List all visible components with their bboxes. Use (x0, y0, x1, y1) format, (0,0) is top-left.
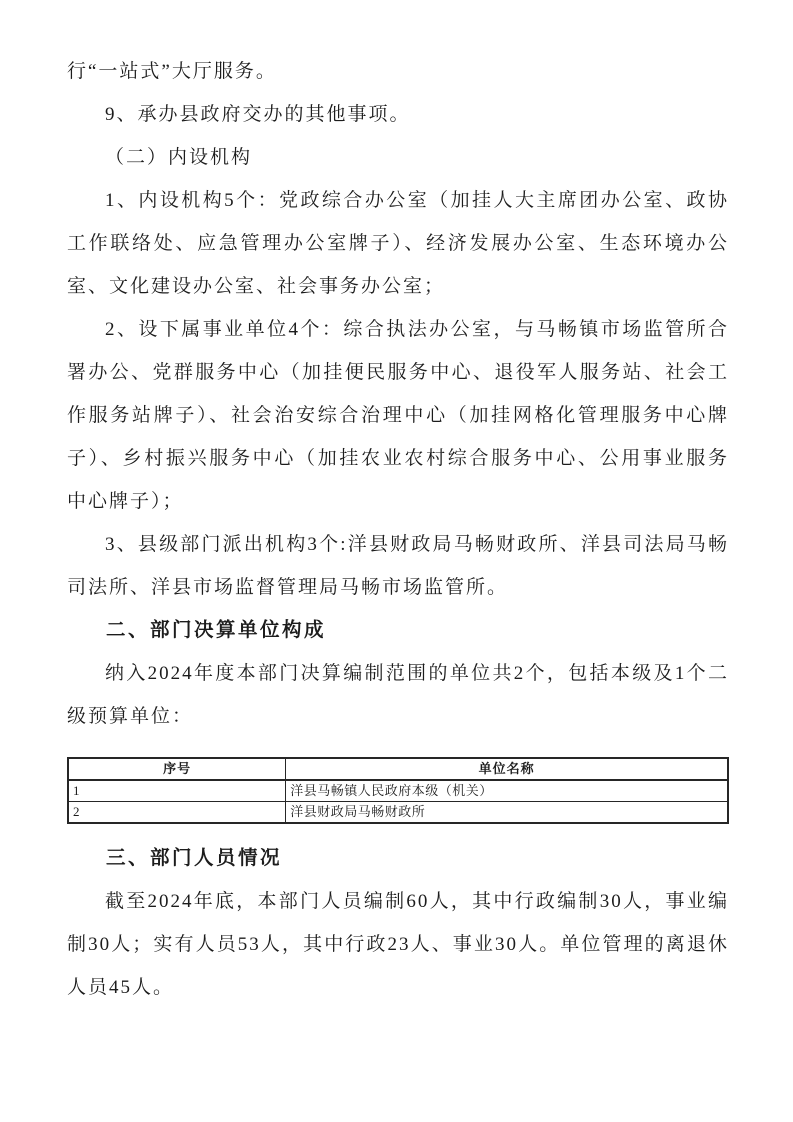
unit-table (67, 757, 729, 824)
table-row (68, 780, 728, 802)
section-heading-final-accounts-unit-composition: 二、部门决算单位构成 (106, 619, 327, 641)
paragraph-item-9-other-matters: 9、承办县政府交办的其他事项。 (105, 104, 411, 125)
unit-table-header-index: 序号 (68, 758, 286, 780)
paragraph-personnel-details: 截至2024年底，本部门人员编制60人，其中行政编制30人，事业编制30人；实有人员53人，其中行政23人、事业30人。单位管理的离退休人员45人。 (67, 891, 729, 998)
unit-row-index: 1 (68, 780, 286, 802)
section-heading-personnel-situation: 三、部门人员情况 (106, 847, 283, 869)
paragraph-internal-organs-list: 1、内设机构5个：党政综合办公室（加挂人大主席团办公室、政协工作联络处、应急管理办公室牌子）、经济发展办公室、生态环境办公室、文化建设办公室、社会事务办公室； (67, 190, 729, 297)
subsection-heading-internal-organs: （二）内设机构 (105, 147, 253, 168)
unit-table-header-name: 单位名称 (286, 758, 728, 780)
document-content (67, 50, 729, 1009)
unit-row-name: 洋县马畅镇人民政府本级（机关） (286, 780, 728, 802)
table-row (68, 802, 728, 824)
paragraph-units-in-scope: 纳入2024年度本部门决算编制范围的单位共2个，包括本级及1个二级预算单位： (67, 663, 729, 727)
unit-row-index: 2 (68, 802, 286, 824)
unit-row-name: 洋县财政局马畅财政所 (286, 802, 728, 824)
paragraph-county-dispatched-organs-list: 3、县级部门派出机构3个:洋县财政局马畅财政所、洋县司法局马畅司法所、洋县市场监督管理局马畅市场监管所。 (67, 534, 729, 598)
paragraph-one-stop-service-continuation: 行“一站式”大厅服务。 (67, 61, 277, 82)
unit-table-header-row (68, 758, 728, 780)
paragraph-subordinate-institutions-list: 2、设下属事业单位4个：综合执法办公室，与马畅镇市场监管所合署办公、党群服务中心（加挂便民服务中心、退役军人服务站、社会工作服务站牌子）、社会治安综合治理中心（加挂网格化管理服务中心牌子）、乡村振兴服务中心（加挂农业农村综合服务中心、公用事业服务中心牌子）； (67, 319, 729, 512)
